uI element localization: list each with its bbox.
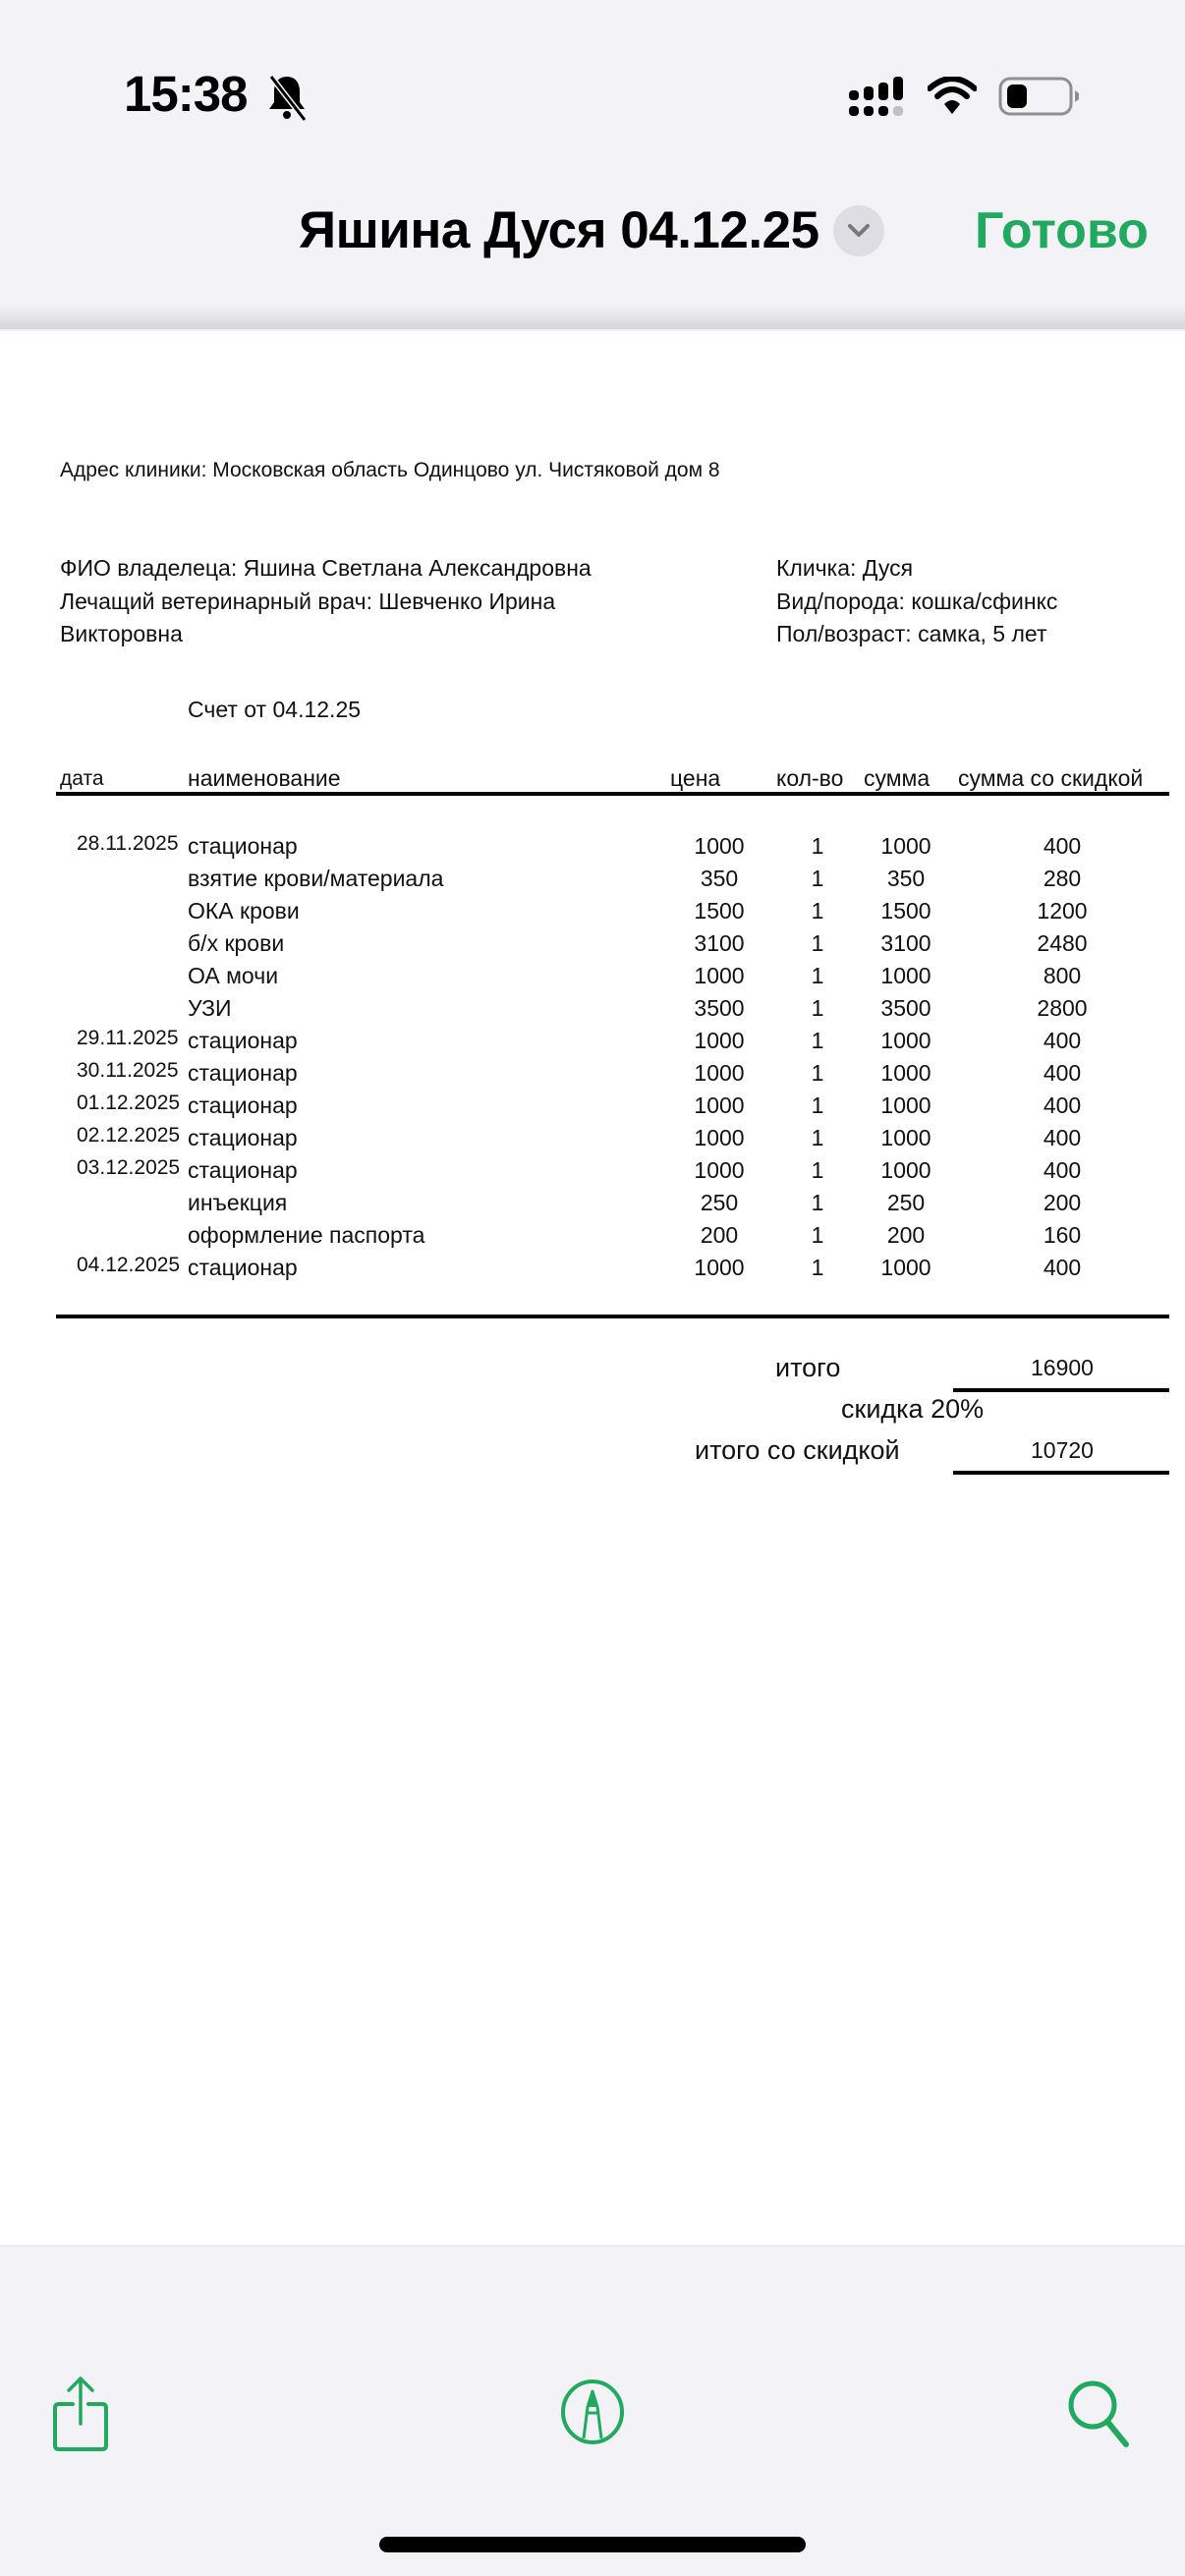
clinic-address: Адрес клиники: Московская область Одинцово ул. Чистяковой дом 8 bbox=[60, 459, 720, 481]
row-sum: 200 bbox=[886, 1222, 926, 1248]
row-sum: 1000 bbox=[880, 963, 931, 988]
row-sum: 1000 bbox=[880, 1092, 931, 1118]
row-price: 250 bbox=[700, 1190, 739, 1215]
row-sum: 250 bbox=[886, 1190, 926, 1215]
nav-bar bbox=[0, 147, 1185, 329]
row-price: 1000 bbox=[694, 1092, 745, 1118]
row-sum: 350 bbox=[886, 866, 926, 891]
row-discounted: 160 bbox=[1043, 1222, 1082, 1248]
row-qty: 1 bbox=[811, 1222, 824, 1248]
row-date: 04.12.2025 bbox=[77, 1254, 181, 1276]
row-price: 350 bbox=[700, 866, 739, 891]
battery-low-icon bbox=[998, 77, 1081, 116]
status-bar bbox=[0, 0, 1185, 147]
pet-species: Вид/порода: кошка/сфинкс bbox=[776, 588, 1058, 614]
row-sum: 3500 bbox=[880, 995, 931, 1021]
row-discounted: 400 bbox=[1043, 1092, 1082, 1118]
row-name: оформление паспорта bbox=[188, 1222, 425, 1248]
status-time: 15:38 bbox=[124, 66, 248, 122]
row-name: стационар bbox=[188, 833, 298, 859]
pet-sex-age: Пол/возраст: самка, 5 лет bbox=[776, 621, 1047, 646]
markup-pen-icon[interactable] bbox=[560, 2378, 625, 2446]
row-qty: 1 bbox=[811, 930, 824, 956]
row-name: стационар bbox=[188, 1255, 298, 1280]
col-date: дата bbox=[60, 767, 104, 790]
row-discounted: 400 bbox=[1043, 1125, 1082, 1150]
row-qty: 1 bbox=[811, 1255, 824, 1280]
header-rule bbox=[56, 792, 1169, 796]
chevron-down-icon bbox=[847, 223, 871, 239]
document-page[interactable] bbox=[0, 331, 1185, 2245]
row-discounted: 1200 bbox=[1037, 898, 1088, 924]
home-indicator[interactable] bbox=[379, 2537, 806, 2552]
row-discounted: 200 bbox=[1043, 1190, 1082, 1215]
row-discounted: 2480 bbox=[1037, 930, 1088, 956]
row-price: 3500 bbox=[694, 995, 745, 1021]
row-sum: 1000 bbox=[880, 1028, 931, 1053]
row-date: 03.12.2025 bbox=[77, 1156, 181, 1179]
row-sum: 1500 bbox=[880, 898, 931, 924]
col-name: наименование bbox=[188, 765, 341, 791]
row-qty: 1 bbox=[811, 1060, 824, 1086]
table-bottom-rule bbox=[56, 1315, 1169, 1318]
row-date: 01.12.2025 bbox=[77, 1092, 181, 1114]
discount-label: скидка 20% bbox=[841, 1394, 985, 1424]
row-name: стационар bbox=[188, 1125, 298, 1150]
total-underline bbox=[953, 1388, 1169, 1392]
nav-divider bbox=[0, 305, 1185, 329]
row-name: стационар bbox=[188, 1028, 298, 1053]
search-icon[interactable] bbox=[1067, 2380, 1132, 2448]
discounted-total-value: 10720 bbox=[1031, 1437, 1094, 1463]
row-sum: 1000 bbox=[880, 833, 931, 859]
row-name: инъекция bbox=[188, 1190, 288, 1215]
row-discounted: 800 bbox=[1043, 963, 1082, 988]
row-qty: 1 bbox=[811, 866, 824, 891]
row-qty: 1 bbox=[811, 1157, 824, 1183]
row-price: 1000 bbox=[694, 1060, 745, 1086]
row-qty: 1 bbox=[811, 1092, 824, 1118]
dual-sim-signal-icon bbox=[849, 77, 908, 118]
row-discounted: 400 bbox=[1043, 833, 1082, 859]
row-date: 29.11.2025 bbox=[77, 1027, 179, 1049]
row-qty: 1 bbox=[811, 898, 824, 924]
row-qty: 1 bbox=[811, 1190, 824, 1215]
row-price: 1000 bbox=[694, 833, 745, 859]
document-title[interactable]: Яшина Дуся 04.12.25 bbox=[299, 201, 819, 259]
row-discounted: 2800 bbox=[1037, 995, 1088, 1021]
row-sum: 1000 bbox=[880, 1255, 931, 1280]
row-price: 1500 bbox=[694, 898, 745, 924]
total-value: 16900 bbox=[1031, 1355, 1094, 1380]
row-price: 200 bbox=[700, 1222, 739, 1248]
title-menu-button[interactable] bbox=[833, 205, 884, 256]
row-sum: 3100 bbox=[880, 930, 931, 956]
wifi-icon bbox=[928, 77, 977, 116]
doctor-name-cont: Викторовна bbox=[60, 621, 183, 646]
row-discounted: 280 bbox=[1043, 866, 1082, 891]
row-name: стационар bbox=[188, 1092, 298, 1118]
row-name: взятие крови/материала bbox=[188, 866, 444, 891]
row-sum: 1000 bbox=[880, 1157, 931, 1183]
row-qty: 1 bbox=[811, 1125, 824, 1150]
share-icon[interactable] bbox=[51, 2375, 114, 2453]
row-name: ОА мочи bbox=[188, 963, 279, 988]
bell-slash-icon bbox=[263, 73, 310, 122]
total-label: итого bbox=[775, 1353, 841, 1382]
row-sum: 1000 bbox=[880, 1060, 931, 1086]
row-qty: 1 bbox=[811, 1028, 824, 1053]
row-name: стационар bbox=[188, 1157, 298, 1183]
row-discounted: 400 bbox=[1043, 1028, 1082, 1053]
row-discounted: 400 bbox=[1043, 1255, 1082, 1280]
col-qty: кол-во bbox=[776, 765, 844, 791]
row-price: 1000 bbox=[694, 963, 745, 988]
row-name: ОКА крови bbox=[188, 898, 300, 924]
pet-name: Кличка: Дуся bbox=[776, 555, 914, 581]
row-price: 3100 bbox=[694, 930, 745, 956]
row-qty: 1 bbox=[811, 995, 824, 1021]
discounted-total-underline bbox=[953, 1471, 1169, 1475]
bottom-toolbar bbox=[0, 2247, 1185, 2576]
row-price: 1000 bbox=[694, 1157, 745, 1183]
row-date: 28.11.2025 bbox=[77, 832, 179, 855]
row-price: 1000 bbox=[694, 1255, 745, 1280]
col-price: цена bbox=[670, 765, 721, 791]
invoice-title: Счет от 04.12.25 bbox=[188, 697, 362, 722]
discounted-total-label: итого со скидкой bbox=[695, 1435, 900, 1465]
row-name: УЗИ bbox=[188, 995, 232, 1021]
done-button[interactable]: Готово bbox=[975, 202, 1149, 259]
row-date: 30.11.2025 bbox=[77, 1059, 179, 1082]
row-name: б/х крови bbox=[188, 930, 285, 956]
row-name: стационар bbox=[188, 1060, 298, 1086]
row-price: 1000 bbox=[694, 1028, 745, 1053]
row-qty: 1 bbox=[811, 963, 824, 988]
row-date: 02.12.2025 bbox=[77, 1124, 181, 1147]
row-qty: 1 bbox=[811, 833, 824, 859]
col-sum: сумма bbox=[864, 765, 931, 791]
col-discounted: сумма со скидкой bbox=[958, 765, 1144, 791]
row-price: 1000 bbox=[694, 1125, 745, 1150]
row-discounted: 400 bbox=[1043, 1157, 1082, 1183]
row-discounted: 400 bbox=[1043, 1060, 1082, 1086]
row-sum: 1000 bbox=[880, 1125, 931, 1150]
owner-name: ФИО владелеца: Яшина Светлана Александровна bbox=[60, 555, 592, 581]
doctor-name: Лечащий ветеринарный врач: Шевченко Ирина bbox=[60, 588, 556, 614]
